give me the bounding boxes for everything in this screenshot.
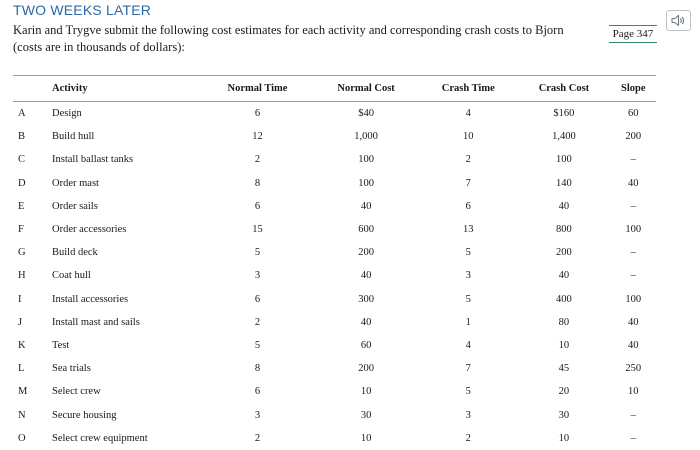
normal-cost: 200 [358,247,374,259]
table-row [13,288,656,311]
crash-cost: 200 [556,247,572,259]
crash-time: 5 [465,293,471,305]
normal-time: 6 [254,293,261,305]
activity-name: Order mast [52,177,99,189]
activity-name: Build deck [52,247,98,259]
table-row [13,195,656,218]
table-row [13,264,656,287]
activity-name: Install ballast tanks [52,154,134,166]
activity-name: Test [52,339,70,351]
crash-time: 4 [465,108,471,120]
normal-cost: 10 [360,432,372,444]
normal-time: 6 [254,386,261,398]
header-label [13,76,52,102]
crash-time: 4 [465,339,471,351]
row-label: M [18,386,28,398]
normal-cost: 100 [358,177,374,189]
row-label: I [18,293,22,305]
normal-time: 15 [252,224,263,236]
normal-cost: $40 [358,108,374,120]
normal-cost: 40 [360,270,372,282]
slope: 10 [628,386,639,398]
crash-cost: 140 [556,177,572,189]
crash-cost: 30 [558,409,570,421]
normal-time: 12 [252,131,263,143]
slope: 100 [625,293,642,305]
crash-time: 2 [465,154,471,166]
row-label: A [18,108,26,120]
row-label: N [18,409,26,421]
table-row [13,102,656,126]
slope: 40 [628,177,639,189]
normal-time: 3 [254,409,261,421]
crash-cost: 100 [556,154,572,166]
crash-cost: 40 [558,270,570,282]
slope: 100 [625,224,642,236]
normal-cost: 200 [358,363,374,375]
crash-time: 1 [465,316,471,328]
crash-time: 5 [465,247,471,259]
activity-name: Coat hull [52,270,91,282]
crash-time: 13 [462,224,474,236]
crash-cost: 1,400 [552,131,576,143]
table-row [13,427,656,450]
crash-cost: 10 [558,339,570,351]
slope: 40 [628,339,639,351]
row-label: J [18,316,23,328]
crash-cost: 40 [558,200,570,212]
slope: 200 [625,131,642,143]
normal-cost: 1,000 [354,131,378,143]
crash-cost: 20 [558,386,570,398]
normal-time: 8 [254,177,261,189]
normal-cost: 100 [358,154,374,166]
activity-name: Order sails [52,200,98,212]
crash-cost: 10 [558,432,570,444]
activity-name: Install accessories [52,293,129,305]
activity-name: Secure housing [52,409,117,421]
table-row [13,172,656,195]
activity-name: Design [52,108,82,120]
crash-time: 2 [465,432,471,444]
slope: 250 [625,363,642,375]
normal-cost: 60 [360,339,372,351]
normal-time: 2 [254,432,261,444]
row-label: C [18,154,26,166]
crash-time: 7 [465,177,471,189]
row-label: L [18,363,25,375]
slope: 60 [628,108,639,120]
table-row [13,380,656,403]
section-heading: TWO WEEKS LATER [13,2,152,18]
row-label: D [18,177,26,189]
crash-cost: 400 [556,293,572,305]
normal-time: 6 [254,108,261,120]
page-reference: Page 347 [609,25,657,43]
normal-cost: 30 [360,409,372,421]
speaker-icon [671,14,686,27]
slope: 40 [628,316,639,328]
header-normal-time: Normal Time [202,76,313,102]
header-activity: Activity [52,76,202,102]
normal-time: 5 [254,339,261,351]
normal-cost: 300 [358,293,374,305]
row-label: O [18,432,26,444]
slope: – [630,432,636,444]
crash-cost: 80 [558,316,570,328]
normal-time: 3 [254,270,261,282]
slope: – [630,270,636,282]
crash-cost: 45 [558,363,570,375]
intro-paragraph: Karin and Trygve submit the following cost estimates for each activity and corresponding crash costs to Bjorn (costs are in thousands of dollars): [13,23,564,54]
normal-time: 6 [254,200,261,212]
header-crash-cost: Crash Cost [517,76,610,102]
table-row [13,311,656,334]
row-label: H [18,270,26,282]
row-label: K [18,339,26,351]
normal-time: 5 [254,247,261,259]
normal-cost: 40 [360,316,372,328]
crash-time: 10 [462,131,474,143]
slope: – [630,409,636,421]
table-row [13,357,656,380]
normal-cost: 10 [360,386,372,398]
slope: – [630,247,636,259]
slope: – [630,154,636,166]
table-row [13,148,656,171]
table-row [13,218,656,241]
header-slope: Slope [611,76,656,102]
crash-time: 3 [465,270,471,282]
activity-name: Install mast and sails [52,316,140,328]
activity-name: Select crew [52,386,101,398]
normal-time: 2 [254,316,261,328]
normal-cost: 600 [358,224,374,236]
normal-time: 2 [254,154,261,166]
crash-time: 3 [465,409,471,421]
activity-name: Select crew equipment [52,432,148,444]
crash-cost: 800 [556,224,572,236]
activity-name: Order accessories [52,224,127,236]
slope: – [630,200,636,212]
activity-name: Build hull [52,131,95,143]
crash-time: 6 [465,200,471,212]
normal-cost: 40 [360,200,372,212]
crash-cost: $160 [553,108,575,120]
row-label: E [18,200,25,212]
crash-time: 7 [465,363,471,375]
header-crash-time: Crash Time [419,76,517,102]
table-row [13,125,656,148]
crash-time: 5 [465,386,471,398]
table-header-row [13,76,656,102]
row-label: F [18,224,24,236]
cost-estimates-table [13,75,656,450]
audio-button[interactable] [666,10,691,31]
header-normal-cost: Normal Cost [313,76,419,102]
table-row [13,403,656,426]
row-label: B [18,131,26,143]
row-label: G [18,247,26,259]
table-row [13,334,656,357]
normal-time: 8 [254,363,261,375]
activity-name: Sea trials [52,363,91,375]
table-row [13,241,656,264]
